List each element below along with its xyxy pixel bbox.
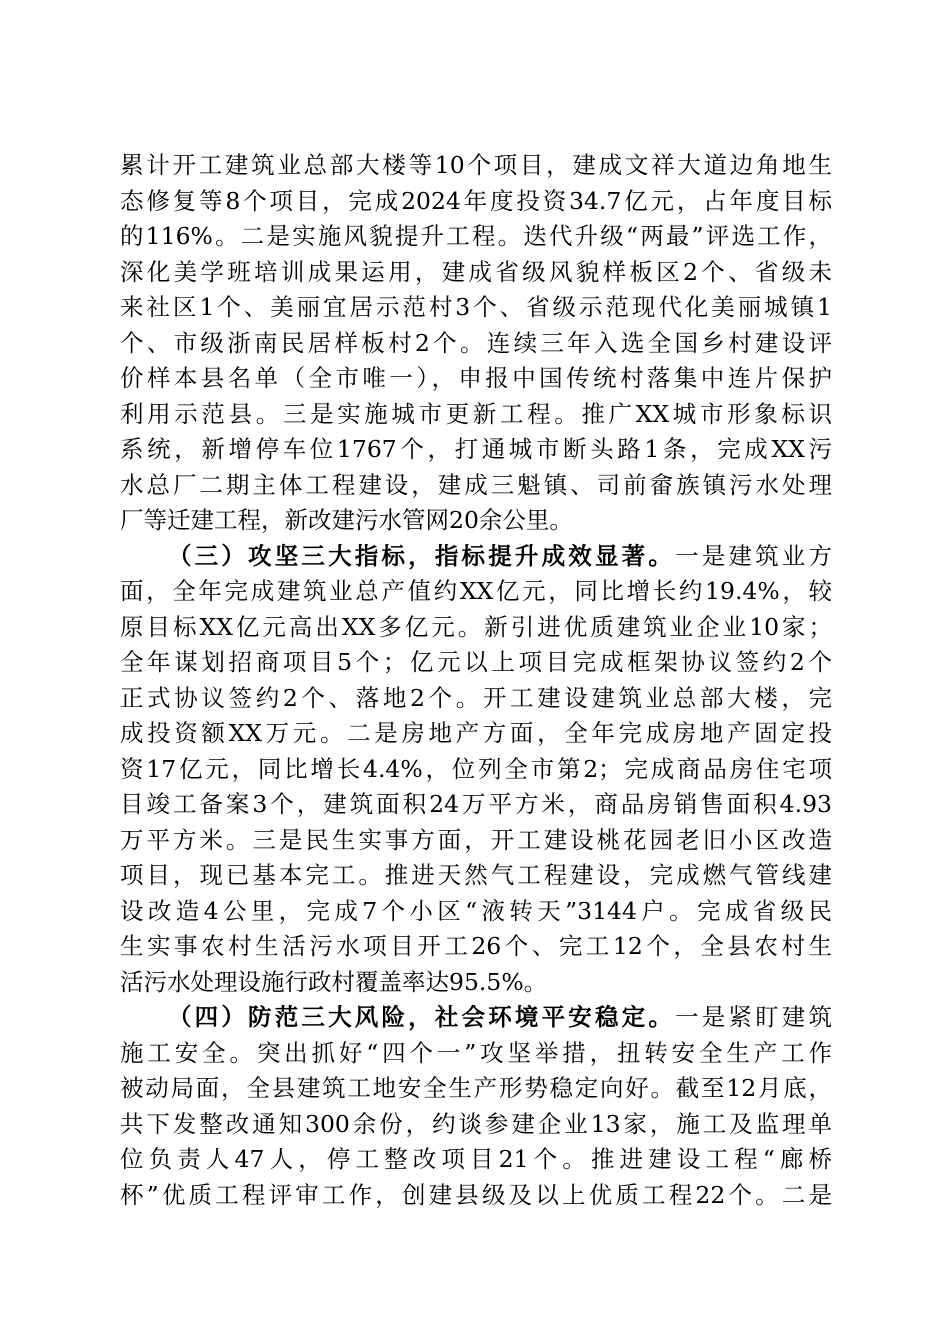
- text-line: 杯”优质工程评审工作，创建县级及以上优质工程22个。二是: [120, 1180, 832, 1209]
- section-4-first-line: [120, 1000, 832, 1036]
- text-line: 目竣工备案3个，建筑面积24万平方米，商品房销售面积4.93: [120, 790, 832, 818]
- section-3-heading: （三）攻坚三大指标，指标提升成效显著。: [168, 541, 676, 570]
- section-3-first-line: [120, 539, 832, 575]
- text-line: 水总厂二期主体工程建设，建成三魁镇、司前畲族镇污水处理: [120, 470, 832, 499]
- section-4-heading: （四）防范三大风险，社会环境平安稳定。: [168, 1003, 676, 1031]
- text-line: 生实事农村生活污水项目开工26个、完工12个，全县农村生: [120, 932, 832, 960]
- text-line: 深化美学班培训成果运用，建成省级风貌样板区2个、省级未: [120, 257, 832, 286]
- text-line: 被动局面，全县建筑工地安全生产形势稳定向好。截至12月底，: [120, 1074, 832, 1102]
- text-line: 系统，新增停车位1767个，打通城市断头路1条，完成XX污: [120, 435, 832, 463]
- text-line: 设改造4公里，完成7个小区“液转天”3144户。完成省级民: [120, 896, 832, 925]
- text-line: 价样本县名单（全市唯一），申报中国传统村落集中连片保护: [120, 364, 832, 392]
- text-line: 资17亿元，同比增长4.4%，位列全市第2；完成商品房住宅项: [120, 754, 832, 783]
- text-line: 万平方米。三是民生实事方面，开工建设桃花园老旧小区改造: [120, 825, 832, 854]
- text-line: 利用示范县。三是实施城市更新工程。推广XX城市形象标识: [120, 399, 832, 428]
- text-line: 态修复等8个项目，完成2024年度投资34.7亿元，占年度目标: [120, 186, 832, 215]
- text-line: 来社区1个、美丽宜居示范村3个、省级示范现代化美丽城镇1: [120, 293, 832, 321]
- text-line: 累计开工建筑业总部大楼等10个项目，建成文祥大道边角地生: [120, 151, 832, 179]
- body-text: [120, 148, 832, 1213]
- text-line: 原目标XX亿元高出XX多亿元。新引进优质建筑业企业10家；: [120, 612, 832, 641]
- text-line: 正式协议签约2个、落地2个。开工建设建筑业总部大楼，完: [120, 683, 832, 712]
- text-line: 面，全年完成建筑业总产值约XX亿元，同比增长约19.4%，较: [120, 577, 832, 605]
- text-line: 的116%。二是实施风貌提升工程。迭代升级“两最”评选工作，: [120, 222, 832, 250]
- text-line: 位负责人47人，停工整改项目21个。推进建设工程“廊桥: [120, 1145, 832, 1173]
- section-3-first-line-rest: 一是建筑业方: [675, 541, 832, 570]
- section-4-first-line-rest: 一是紧盯建筑: [675, 1003, 832, 1031]
- text-line: 项目，现已基本完工。推进天然气工程建设，完成燃气管线建: [120, 861, 832, 889]
- text-line: 个、市级浙南民居样板村2个。连续三年入选全国乡村建设评: [120, 328, 832, 357]
- text-line: 共下发整改通知300余份，约谈参建企业13家，施工及监理单: [120, 1109, 832, 1138]
- text-line: 全年谋划招商项目5个；亿元以上项目完成框架协议签约2个: [120, 648, 832, 676]
- text-line: 成投资额XX万元。二是房地产方面，全年完成房地产固定投: [120, 719, 832, 747]
- text-line: 厂等迁建工程，新改建污水管网20余公里。: [120, 506, 573, 534]
- text-line: 活污水处理设施行政村覆盖率达95.5%。: [120, 967, 548, 996]
- text-line: 施工安全。突出抓好“四个一”攻坚举措，扭转安全生产工作: [120, 1038, 832, 1067]
